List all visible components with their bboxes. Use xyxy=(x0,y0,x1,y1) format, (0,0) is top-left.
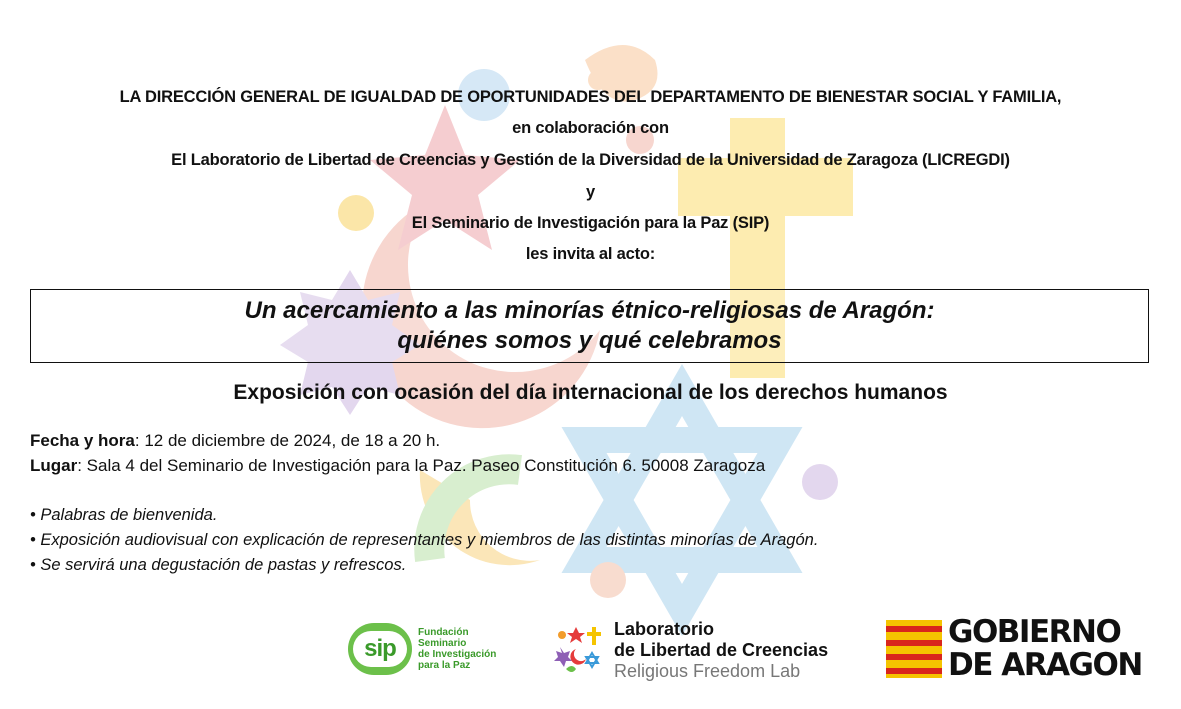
date-value: : 12 de diciembre de 2024, de 18 a 20 h. xyxy=(134,431,441,450)
lab-name-line-1: Laboratorio xyxy=(614,619,715,639)
conjunction-line: y xyxy=(586,183,595,201)
collaboration-line: en colaboración con xyxy=(512,119,669,137)
gobierno-line-1: GOBIERNO xyxy=(948,614,1121,650)
sip-badge-text: sip xyxy=(353,631,407,667)
sip-name xyxy=(418,627,496,671)
sip-badge xyxy=(348,623,412,675)
date-info xyxy=(30,431,440,451)
lab-logo xyxy=(550,617,840,679)
gobierno-line-2: DE ARAGON xyxy=(948,647,1142,683)
partner-sip-line: El Seminario de Investigación para la Paz (SIP) xyxy=(411,214,770,232)
event-subtitle: Exposición con ocasión del día internacional de los derechos humanos xyxy=(233,381,948,404)
sip-name-line: Fundación xyxy=(418,627,469,638)
place-label: Lugar xyxy=(30,456,78,475)
gobierno-aragon-name xyxy=(948,616,1142,682)
event-title-line-2: quiénes somos y qué celebramos xyxy=(397,327,782,354)
organizer-line: LA DIRECCIÓN GENERAL DE IGUALDAD DE OPORTUNIDADES DEL DEPARTAMENTO DE BIENESTAR SOCIAL Y FAMILIA, xyxy=(119,88,1062,106)
event-title-box xyxy=(30,289,1149,363)
invitation-line: les invita al acto: xyxy=(525,245,656,263)
program-item: • Palabras de bienvenida. xyxy=(30,506,218,524)
sip-logo xyxy=(346,619,511,681)
program-item: • Exposición audiovisual con explicación de representantes y miembros de las distintas minorías de Aragón. xyxy=(30,531,819,549)
place-value: : Sala 4 del Seminario de Investigación para la Paz. Paseo Constitución 6. 50008 Zaragoza xyxy=(77,456,766,475)
lab-symbols-icon xyxy=(552,623,606,677)
event-title-line-1: Un acercamiento a las minorías étnico-religiosas de Aragón: xyxy=(244,297,935,324)
gobierno-aragon-logo xyxy=(884,614,1154,683)
lab-name xyxy=(614,619,828,682)
sip-name-line: de Investigación xyxy=(418,649,497,660)
sip-name-line: Seminario xyxy=(418,638,467,649)
program-item: • Se servirá una degustación de pastas y refrescos. xyxy=(30,556,407,574)
lab-name-line-2: de Libertad de Creencias xyxy=(614,640,829,660)
lab-name-line-3: Religious Freedom Lab xyxy=(614,661,801,681)
date-label: Fecha y hora xyxy=(30,431,135,450)
sip-name-line: para la Paz xyxy=(418,660,471,671)
aragon-flag-icon xyxy=(886,620,942,678)
partner-licregdi-line: El Laboratorio de Libertad de Creencias y Gestión de la Diversidad de la Universidad de Zaragoza (LICREGDI) xyxy=(171,151,1010,169)
place-info xyxy=(30,456,765,476)
